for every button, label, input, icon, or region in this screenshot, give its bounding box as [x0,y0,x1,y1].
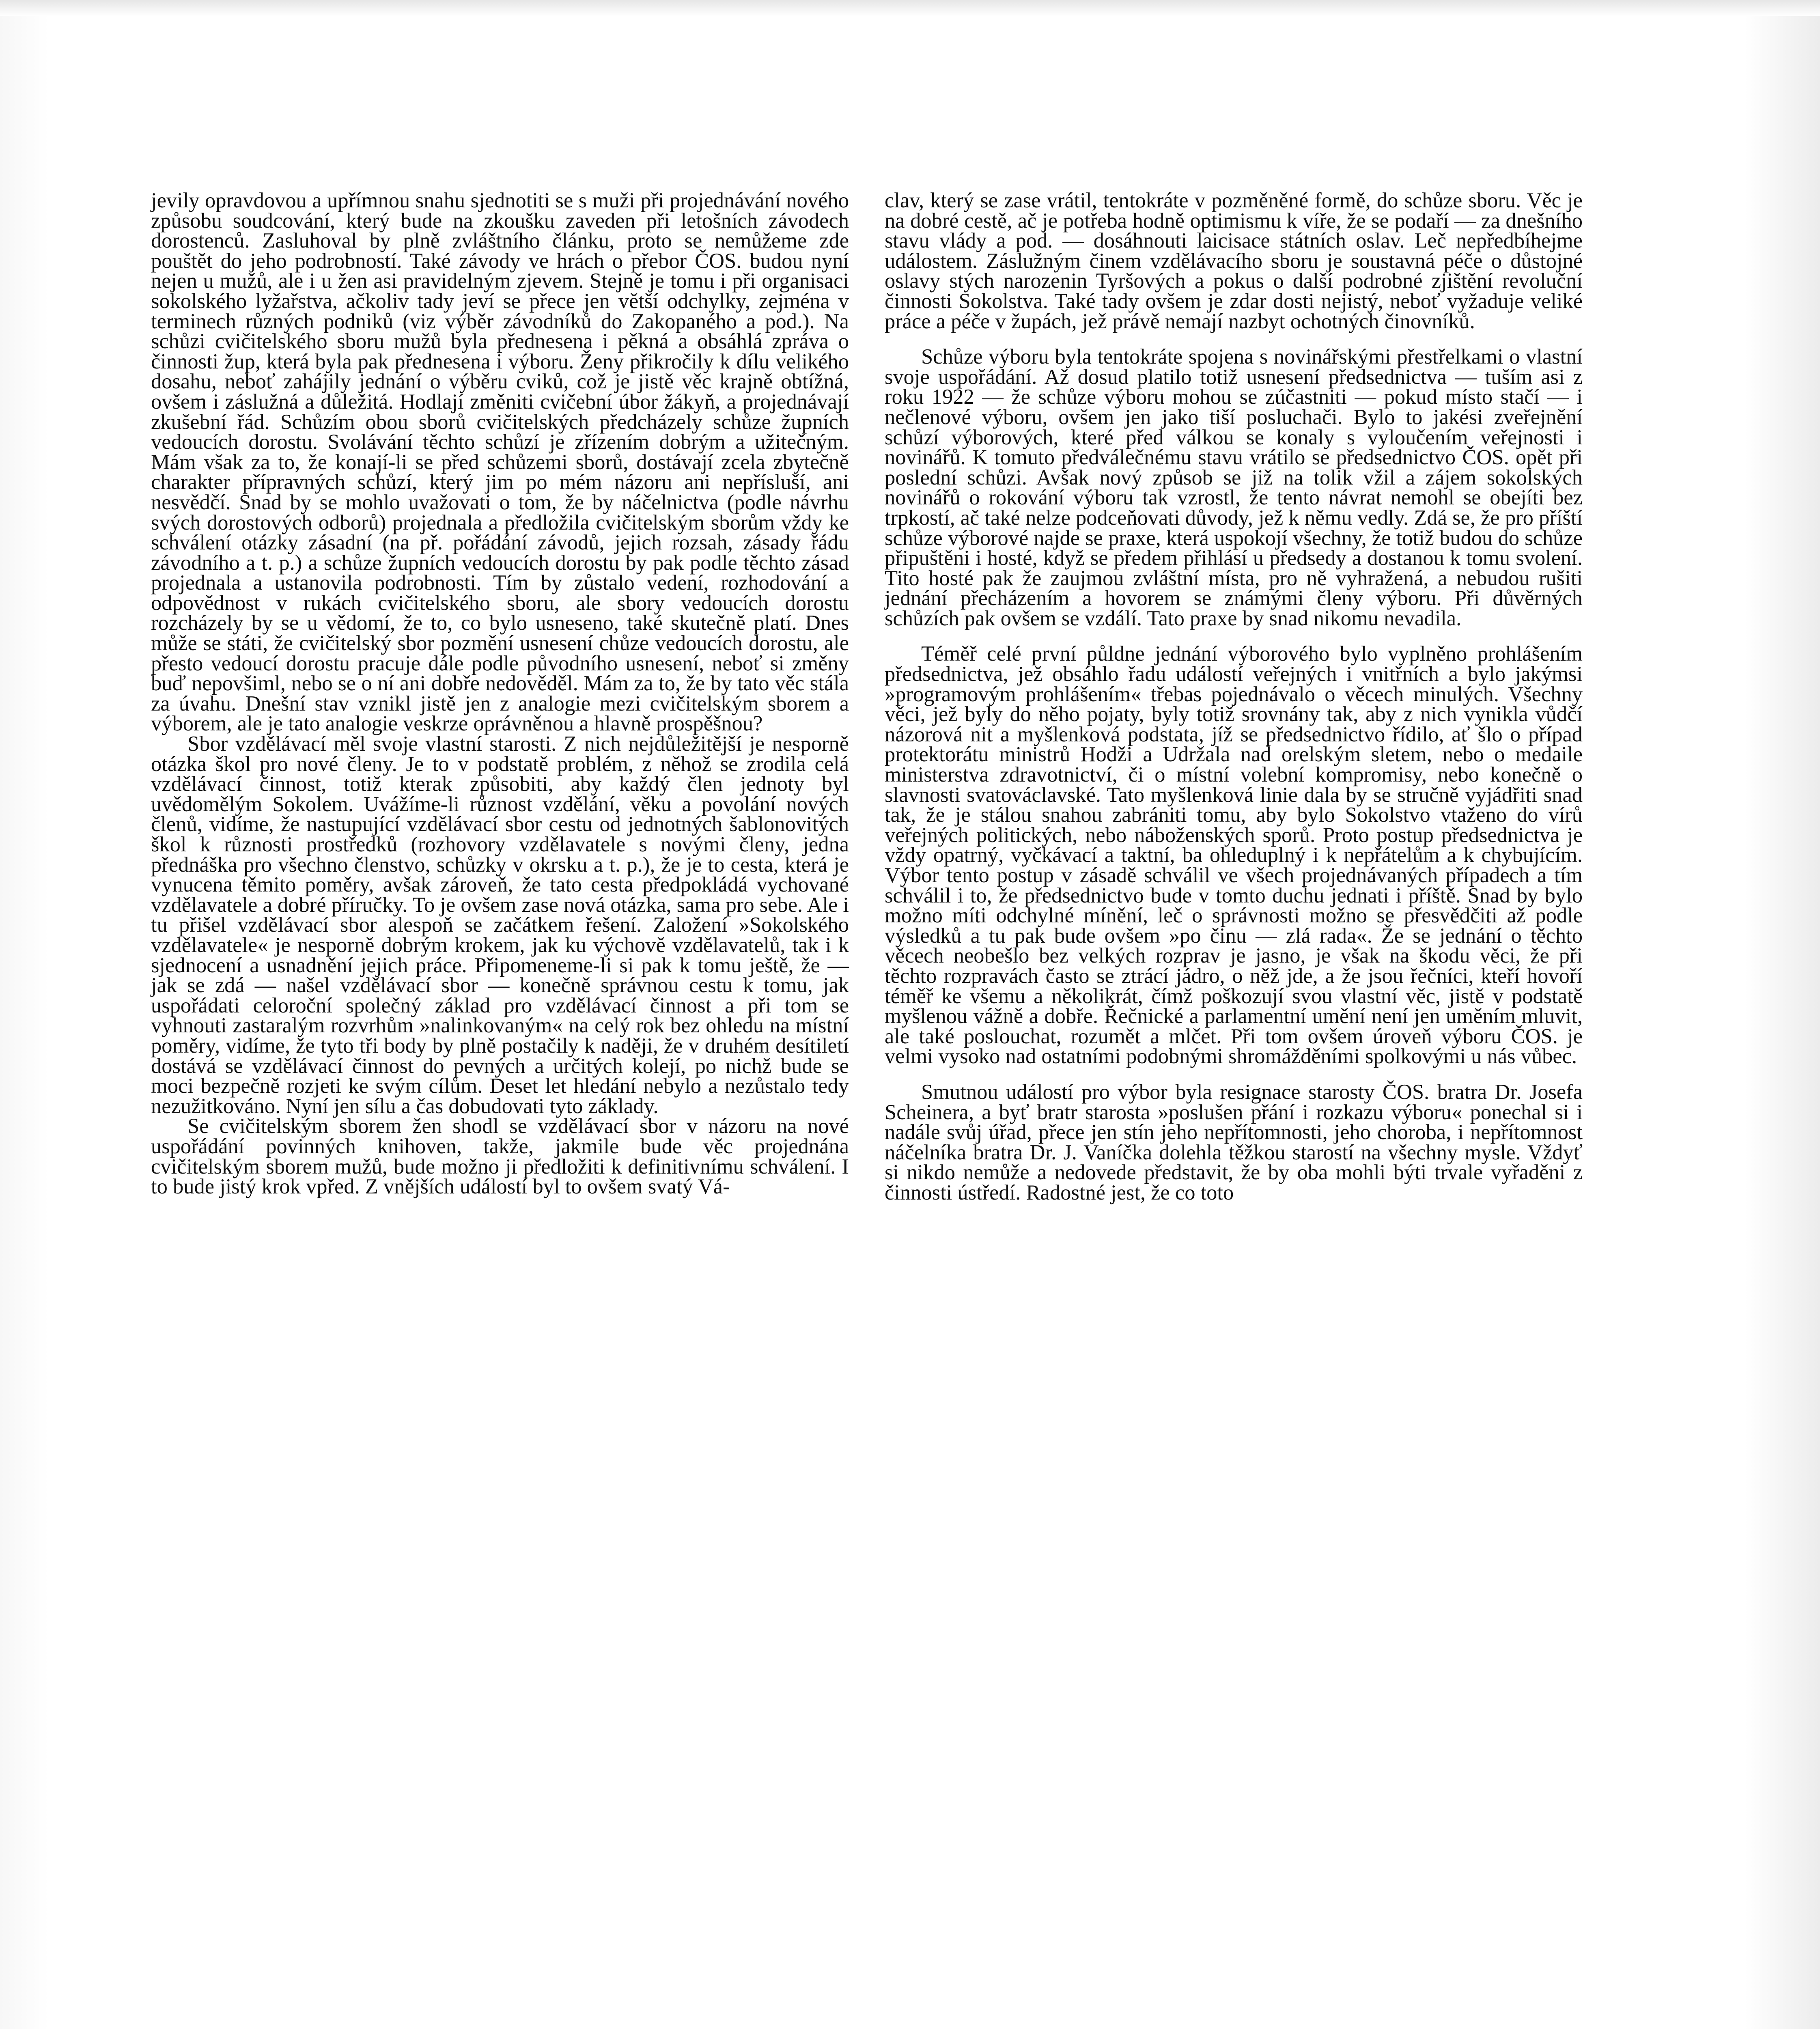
scan-edge [0,0,1820,16]
left-paragraph-3: Se cvičitelským sborem žen shodl se vzdělávací sbor v názoru na nové uspořádání povinných knihoven, takže, jakmile bude věc projednána cvičitelským sborem mužů, bude možno ji předložiti k definitivnímu schválení. I to bude jistý krok vpřed. Z vnějších událostí byl to ovšem svatý Vá- [151,1114,849,1199]
right-paragraph-2: Schůze výboru byla tentokráte spojena s novinářskými přestřelkami o vlastní svoje uspořádání. Až dosud platilo totiž usnesení předsednictva — tuším asi z roku 1922 — že schůze výboru mohou se zúčastniti — pokud místo stačí — i nečlenové výboru, ovšem jen jako tiší posluchači. Bylo to jakési zveřejnění schůzí výborových, které před válkou se konaly s vyloučením veřejnosti i novinářů. K tomuto předválečnému stavu vrátilo se předsednictvo ČOS. opět při poslední schůzi. Avšak nový způsob se již na tolik vžil a zájem sokolských novinářů o rokování výboru tak vzrostl, že tento návrat nemohl se obejíti bez trpkostí, ač také nelze podceňovati důvody, jež k němu vedly. Zdá se, že pro příští schůze výborové najde se praxe, která uspokojí všechny, že totiž budou do schůze připuštěni i hosté, když se předem přihlásí u předsedy a dostanou k tomu svolení. Tito hosté pak že zaujmou zvláštní místa, pro ně vyhražená, a nebudou rušiti jednání přecházením a hovorem se známými členy výboru. Při důvěrných schůzích pak ovšem se vzdálí. Tato praxe by snad nikomu nevadila. [885,345,1583,630]
left-paragraph-1: jevily opravdovou a upřímnou snahu sjednotiti se s muži při projednávání nového způsobu soudcování, který bude na zkoušku zaveden při letošních závodech dorostenců. Zasluhoval by plně zvláštního článku, proto se nemůžeme zde pouštět do jeho podrobností. Také závody ve hrách o přebor ČOS. budou nyní nejen u mužů, ale i u žen asi pravidelným zjevem. Stejně je tomu i při organisaci sokolského lyžařstva, ačkoliv tady jeví se přece jen větší odchylky, zejména v terminech různých podniků (viz výběr závodníků do Zakopaného a pod.). Na schůzi cvičitelského sboru mužů byla přednesena i pěkná a obsáhlá zpráva o činnosti žup, která byla pak přednesena i výboru. Ženy přikročily k dílu velikého dosahu, neboť zahájily jednání o výběru cviků, což je jistě věc krajně obtížná, ovšem i záslužná a důležitá. Hodlají změniti cvičební úbor žákyň, a projednávají zkušební řád. Schůzím obou sborů cvičitelských předcházely schůze župních vedoucích dorostu. Svolávání těchto schůzí je zřízením dobrým a užitečným. Mám však za to, že konají-li se před schůzemi sborů, dostávají zcela zbytečně charakter přípravných schůzí, který jim po mém názoru ani nepřísluší, ani nesvědčí. Snad by se mohlo uvažovati o tom, že by náčelnictva (podle návrhu svých dorostových odborů) projednala a předložila cvičitelským sborům vždy ke schválení otázky zásadní (na př. pořádání závodů, jejich rozsah, zásady řádu závodního a t. p.) a schůze župních vedoucích dorostu by pak podle těchto zásad projednala a ustanovila podrobnosti. Tím by zůstalo vedení, rozhodování a odpovědnost v rukách cvičitelského sboru, ale sbory vedoucích dorostu rozcházely by se u vědomí, že to, co bylo usneseno, také skutečně platí. Dnes může se státi, že cvičitelský sbor pozmění usnesení chůze vedoucích dorostu, ale přesto vedoucí dorostu pracuje dále podle původního usnesení, neboť si změny buď nepovšiml, nebo se o ní ani dobře nedověděl. Mám za to, že by tato věc stála za úvahu. Dnešní stav vznikl jistě jen z analogie mezi cvičitelským sborem a výborem, ale je tato analogie veskrze oprávněnou a hlavně prospěšnou? [151,189,849,736]
left-column [151,191,849,1197]
right-paragraph-3: Téměř celé první půldne jednání výborového bylo vyplněno prohlášením předsednictva, jež obsáhlo řadu událostí veřejných i vnitřních a bylo jakýmsi »programovým prohlášením« třebas pojednávalo o věcech minulých. Všechny věci, jež byly do něho pojaty, byly totiž srovnány tak, aby z nich vynikla vůdčí názorová nit a myšlenková podstata, jíž se předsednictvo řídilo, ať šlo o případ protektorátu ministrů Hodži a Udržala nad orelským sletem, nebo o medaile ministerstva zdravotnictví, či o místní volební kompromisy, nebo konečně o slavnosti svatováclavské. Tato myšlenková linie dala by se stručně vyjádřiti snad tak, že je stálou snahou zabrániti tomu, aby bylo Sokolstvo vtaženo do vírů veřejných politických, nebo náboženských sporů. Proto postup předsednictva je vždy opatrný, vyčkávací a taktní, ba ohleduplný i k nepřátelům a k chybujícím. Výbor tento postup v zásadě schválil ve všech projednávaných případech a tím schválil i to, že předsednictvo bude v tomto duchu jednati i příště. Snad by bylo možno míti odchylné mínění, leč o správnosti možno se přesvědčiti až podle výsledků a tu pak bude ovšem »po činu — zlá rada«. Že se jednání o těchto věcech neobešlo bez velkých rozprav je jasno, je však na škodu věci, že při těchto rozpravách často se ztrácí jádro, o něž jde, a že jsou řečníci, kteří hovoří téměř ke všemu a několikrát, čímž poškozují svou vlastní věc, jistě v podstatě myšlenou vážně a dobře. Řečnické a parlamentní umění není jen uměním mluvit, ale také poslouchat, rozumět a mlčet. Při tom ovšem úroveň výboru ČOS. je velmi vysoko nad ostatními podobnými shromážděními spolkovými u nás vůbec. [885,642,1583,1068]
right-column [885,191,1583,1203]
left-paragraph-2: Sbor vzdělávací měl svoje vlastní starosti. Z nich nejdůležitější je nesporně otázka škol pro nové členy. Je to v podstatě problém, z něhož se zrodila celá vzdělávací činnost, totiž kterak způsobiti, aby každý člen jednoty byl uvědomělým Sokolem. Uvážíme-li různost vzdělání, věku a povolání nových členů, vidíme, že nastupující vzdělávací sbor cestu od jednotných šablonovitých škol k různosti prostředků (rozhovory vzdělavatele s novými členy, jedna přednáška pro všechno členstvo, schůzky v okrsku a t. p.), že je to cesta, která je vynucena těmito poměry, avšak zároveň, že tato cesta předpokládá vychované vzdělavatele a dobré příručky. To je ovšem zase nová otázka, sama pro sebe. Ale i tu přišel vzdělávací sbor alespoň se začátkem řešení. Založení »Sokolského vzdělavatele« je nesporně dobrým krokem, jak ku výchově vzdělavatelů, tak i k sjednocení a usnadnění jejich práce. Připomeneme-li si pak k tomu ještě, že — jak se zdá — našel vzdělávací sbor — konečně správnou cestu k tomu, jak uspořádati celoroční společný základ pro vzdělávací činnost a při tom se vyhnouti zastaralým rozvrhům »nalinkovaným« na celý rok bez ohledu na místní poměry, vidíme, že tyto tři body by plně postačily k naději, že v druhém desítiletí dostává se vzdělávací činnost do pevných a určitých kolejí, po nichž bude se moci bezpečně rozjeti ke svým cílům. Deset let hledání nebylo a nezůstalo tedy nezužitkováno. Nyní jen sílu a čas dobudovati tyto základy. [151,732,849,1118]
right-paragraph-1: clav, který se zase vrátil, tentokráte v pozměněné formě, do schůze sboru. Věc je na dobré cestě, ač je potřeba hodně optimismu k víře, že se podaří — za dnešního stavu vlády a pod. — dosáhnouti laicisace státních oslav. Leč nepředbíhejme událostem. Záslužným činem vzdělávacího sboru je soustavná péče o důstojné oslavy stých narozenin Tyršových a pokus o další podrobné zjištění revoluční činnosti Sokolstva. Také tady ovšem je zdar dosti nejistý, neboť vyžaduje veliké práce a péče v župách, jež právě nemají nazbyt ochotných činovníků. [885,189,1583,333]
right-paragraph-4: Smutnou událostí pro výbor byla resignace starosty ČOS. bratra Dr. Josefa Scheinera, a byť bratr starosta »poslušen přání i rozkazu výboru« ponechal si i nadále svůj úřad, přece jen stín jeho nepřítomnosti, jeho choroba, i nepřítomnost náčelníka bratra Dr. J. Vaníčka dolehla těžkou starostí na všechny mysle. Vždyť si nikdo nemůže a nedovede představit, že by oba mohli býti trvale vyřaděni z činnosti ústředí. Radostné jest, že co toto [885,1080,1583,1204]
